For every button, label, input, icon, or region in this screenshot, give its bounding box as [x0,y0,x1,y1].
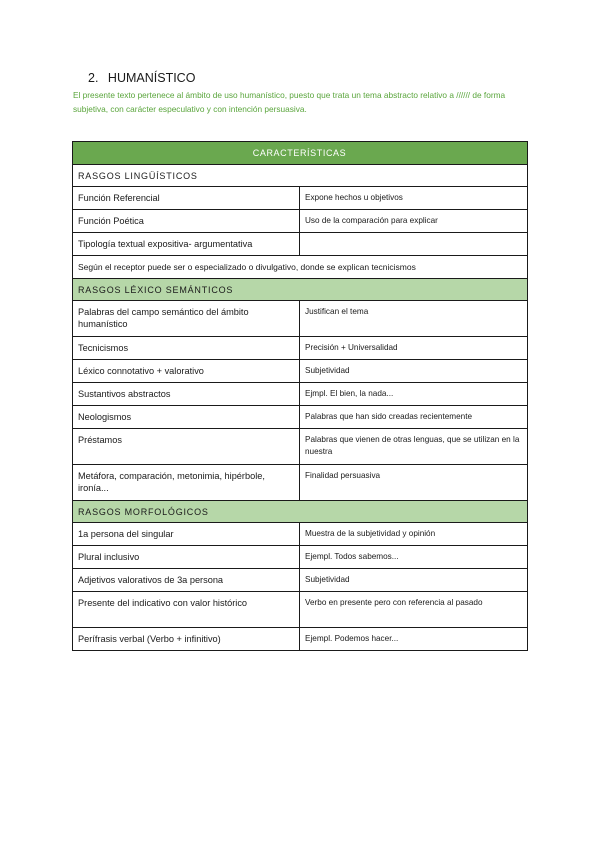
feature-cell: Léxico connotativo + valorativo [73,360,300,383]
detail-cell: Finalidad persuasiva [300,465,528,501]
table-row [73,210,528,233]
feature-cell: Préstamos [73,429,300,465]
table-row [73,429,528,465]
feature-cell: Plural inclusivo [73,546,300,569]
detail-cell: Precisión + Universalidad [300,337,528,360]
detail-cell: Palabras que han sido creadas recientemente [300,406,528,429]
table-row [73,233,528,256]
table-row [73,569,528,592]
section-heading [88,71,195,85]
intro-paragraph: El presente texto pertenece al ámbito de uso humanístico, puesto que trata un tema abstracto relativo a ////// de forma subjetiva, con carácter especulativo y con intención persuasiva. [73,90,506,114]
feature-cell: Tecnicismos [73,337,300,360]
characteristics-table [72,141,528,651]
detail-cell: Uso de la comparación para explicar [300,210,528,233]
detail-cell: Palabras que vienen de otras lenguas, que se utilizan en la nuestra [300,429,528,465]
receptor-note: Según el receptor puede ser o especializado o divulgativo, donde se explican tecnicismos [73,256,528,279]
feature-cell: Perífrasis verbal (Verbo + infinitivo) [73,628,300,651]
feature-cell: Tipología textual expositiva- argumentativa [73,233,300,256]
table-row [73,383,528,406]
table-row [73,546,528,569]
table-row [73,187,528,210]
detail-cell [300,233,528,256]
detail-cell: Subjetividad [300,569,528,592]
table-row [73,360,528,383]
feature-cell: Neologismos [73,406,300,429]
table-row [73,406,528,429]
section-number: 2. [88,71,99,85]
table-row [73,592,528,628]
feature-cell: Adjetivos valorativos de 3a persona [73,569,300,592]
table-row [73,256,528,279]
detail-cell: Muestra de la subjetividad y opinión [300,523,528,546]
table-row [73,337,528,360]
detail-cell: Expone hechos u objetivos [300,187,528,210]
table-row [73,301,528,337]
feature-cell: Función Poética [73,210,300,233]
feature-cell: Palabras del campo semántico del ámbito humanístico [73,301,300,337]
feature-cell: Sustantivos abstractos [73,383,300,406]
detail-cell: Subjetividad [300,360,528,383]
group-title-morfologicos: RASGOS MORFOLÓGICOS [73,501,528,523]
table-row [73,628,528,651]
detail-cell: Verbo en presente pero con referencia al pasado [300,592,528,628]
table-header: CARACTERÍSTICAS [73,142,528,165]
table-row [73,523,528,546]
group-title-lexico: RASGOS LÉXICO SEMÁNTICOS [73,279,528,301]
detail-cell: Ejempl. Podemos hacer... [300,628,528,651]
feature-cell: Metáfora, comparación, metonimia, hipérbole, ironía... [73,465,300,501]
group-title-linguisticos: RASGOS LINGÜÍSTICOS [73,165,528,187]
table-row [73,465,528,501]
detail-cell: Ejmpl. El bien, la nada... [300,383,528,406]
feature-cell: 1a persona del singular [73,523,300,546]
detail-cell: Justifican el tema [300,301,528,337]
feature-cell: Presente del indicativo con valor histórico [73,592,300,628]
section-title: HUMANÍSTICO [107,71,196,85]
detail-cell: Ejempl. Todos sabemos... [300,546,528,569]
feature-cell: Función Referencial [73,187,300,210]
